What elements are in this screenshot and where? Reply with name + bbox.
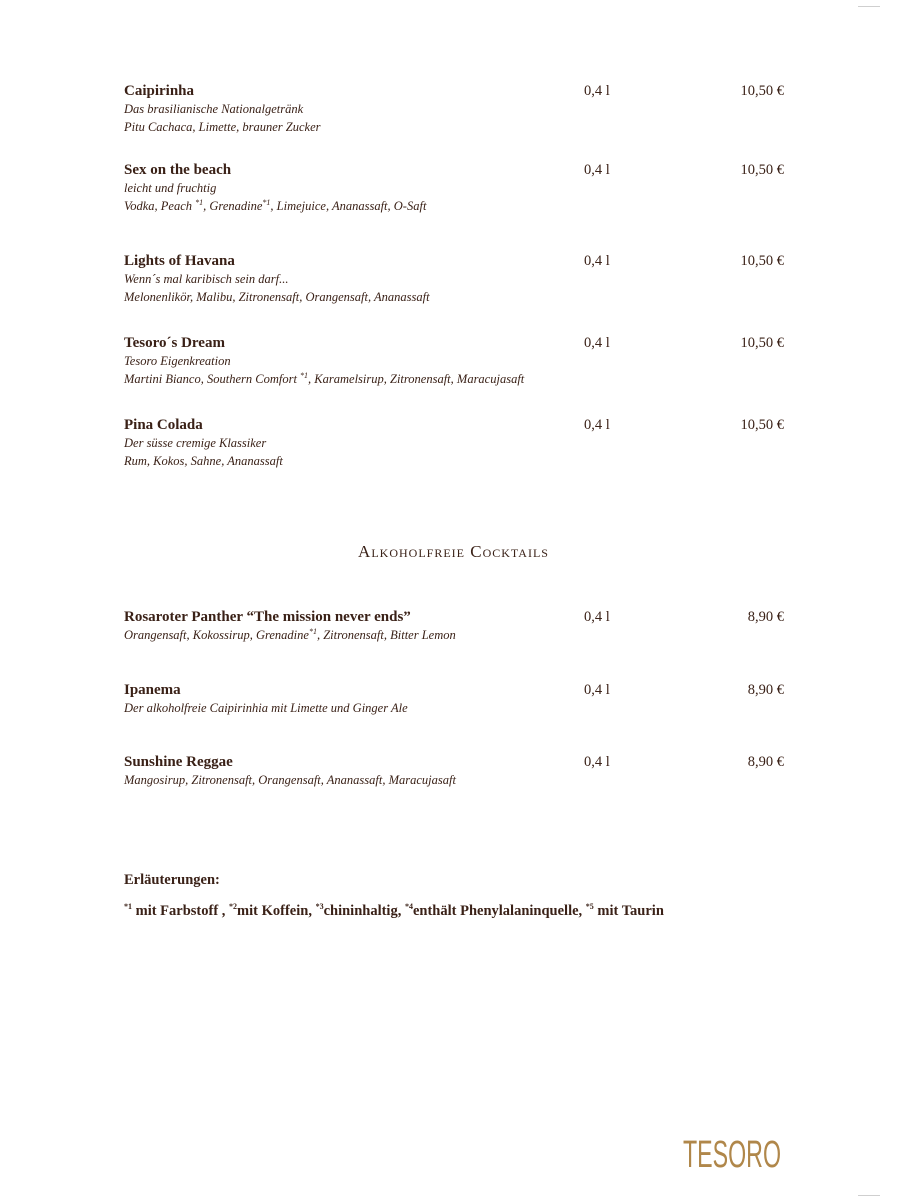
menu-item-ingredients — [124, 370, 784, 388]
menu-item-name: Tesoro´s Dream — [124, 335, 225, 351]
menu-item-name: Lights of Havana — [124, 253, 235, 269]
menu-item — [124, 416, 784, 470]
menu-item-description — [124, 352, 784, 370]
text-run: enthält Phenylalaninquelle, — [412, 903, 586, 919]
menu-item-ingredients — [124, 118, 784, 136]
text-run: Das brasilianische Nationalgetränk — [124, 102, 304, 116]
menu-item-ingredients — [124, 288, 784, 306]
menu-item-ingredients — [124, 197, 784, 215]
text-run: Der süsse cremige Klassiker — [124, 436, 267, 450]
menu-item-price: 10,50 € — [740, 335, 784, 351]
menu-item-volume: 0,4 l — [584, 83, 610, 99]
footnote-marker: *4 — [404, 902, 413, 912]
menu-item-volume: 0,4 l — [584, 417, 610, 433]
menu-item-name: Sunshine Reggae — [124, 754, 233, 770]
menu-item-description — [124, 179, 784, 197]
menu-item-price: 8,90 € — [747, 682, 784, 698]
menu-item-volume: 0,4 l — [584, 253, 610, 269]
svg-text:TESORO: TESORO — [683, 1134, 781, 1176]
text-run: , Zitronensaft, Bitter Lemon — [316, 628, 456, 642]
text-run: mit Koffein, — [237, 903, 316, 919]
tesoro-logo — [682, 1127, 782, 1176]
menu-item-name: Ipanema — [124, 682, 181, 698]
text-run: leicht und fruchtig — [124, 181, 217, 195]
footnote-marker: *1 — [195, 197, 204, 207]
text-run: Martini Bianco, Southern Comfort — [124, 372, 301, 386]
text-run: mit Taurin — [593, 903, 664, 919]
footnote-marker: *5 — [585, 902, 594, 912]
menu-item — [124, 161, 784, 215]
menu-item — [124, 608, 784, 644]
page-edge-mark-top — [858, 6, 880, 7]
footnote-marker: *1 — [124, 902, 132, 912]
menu-item-volume: 0,4 l — [584, 682, 610, 698]
footnote-marker: *1 — [300, 370, 309, 380]
menu-item-price: 10,50 € — [740, 162, 784, 178]
text-run: , Grenadine — [203, 199, 263, 213]
menu-item — [124, 681, 784, 717]
footnote-marker: *2 — [229, 902, 238, 912]
menu-item-ingredients — [124, 771, 784, 789]
section-title-alkoholfreie-cocktails: Alkoholfreie Cocktails — [358, 542, 549, 561]
menu-item-name: Sex on the beach — [124, 162, 232, 178]
menu-item — [124, 252, 784, 306]
text-run: Wenn´s mal karibisch sein darf... — [124, 272, 289, 286]
text-run: Tesoro Eigenkreation — [124, 354, 231, 368]
text-run: , Limejuice, Ananassaft, O-Saft — [270, 199, 427, 213]
text-run: Melonenlikör, Malibu, Zitronensaft, Orangensaft, Ananassaft — [124, 290, 430, 304]
menu-item-ingredients — [124, 626, 784, 644]
menu-item-volume: 0,4 l — [584, 609, 610, 625]
menu-item-name: Caipirinha — [124, 83, 195, 99]
menu-item — [124, 334, 784, 388]
menu-item — [124, 82, 784, 136]
menu-item-ingredients — [124, 699, 784, 717]
text-run: Rum, Kokos, Sahne, Ananassaft — [124, 454, 283, 468]
footnote-marker: *1 — [262, 197, 271, 207]
menu-item-description — [124, 270, 784, 288]
menu-item-description — [124, 434, 784, 452]
text-run: Mangosirup, Zitronensaft, Orangensaft, Ananassaft, Maracujasaft — [124, 773, 456, 787]
menu-item-name: Pina Colada — [124, 417, 203, 433]
menu-item-price: 8,90 € — [747, 609, 784, 625]
menu-item-volume: 0,4 l — [584, 162, 610, 178]
page-edge-mark-bottom — [858, 1195, 880, 1196]
footnote-marker: *1 — [308, 626, 317, 636]
menu-item-price: 8,90 € — [747, 754, 784, 770]
menu-item-price: 10,50 € — [740, 417, 784, 433]
menu-item-volume: 0,4 l — [584, 754, 610, 770]
text-run: mit Farbstoff , — [132, 903, 230, 919]
legend-text — [124, 903, 664, 920]
text-run: Orangensaft, Kokossirup, Grenadine — [124, 628, 309, 642]
menu-item-price: 10,50 € — [740, 83, 784, 99]
footnote-marker: *3 — [315, 902, 324, 912]
menu-item-ingredients — [124, 452, 784, 470]
text-run: Pitu Cachaca, Limette, brauner Zucker — [124, 120, 321, 134]
text-run: chininhaltig, — [323, 903, 405, 919]
menu-item-name: Rosaroter Panther “The mission never ends” — [124, 609, 411, 625]
menu-item-volume: 0,4 l — [584, 335, 610, 351]
legend-title: Erläuterungen: — [124, 872, 220, 888]
menu-item-description — [124, 100, 784, 118]
text-run: Der alkoholfreie Caipirinhia mit Limette und Ginger Ale — [124, 701, 408, 715]
text-run: , Karamelsirup, Zitronensaft, Maracujasaft — [308, 372, 525, 386]
menu-item-price: 10,50 € — [740, 253, 784, 269]
text-run: Vodka, Peach — [124, 199, 196, 213]
menu-item — [124, 753, 784, 789]
